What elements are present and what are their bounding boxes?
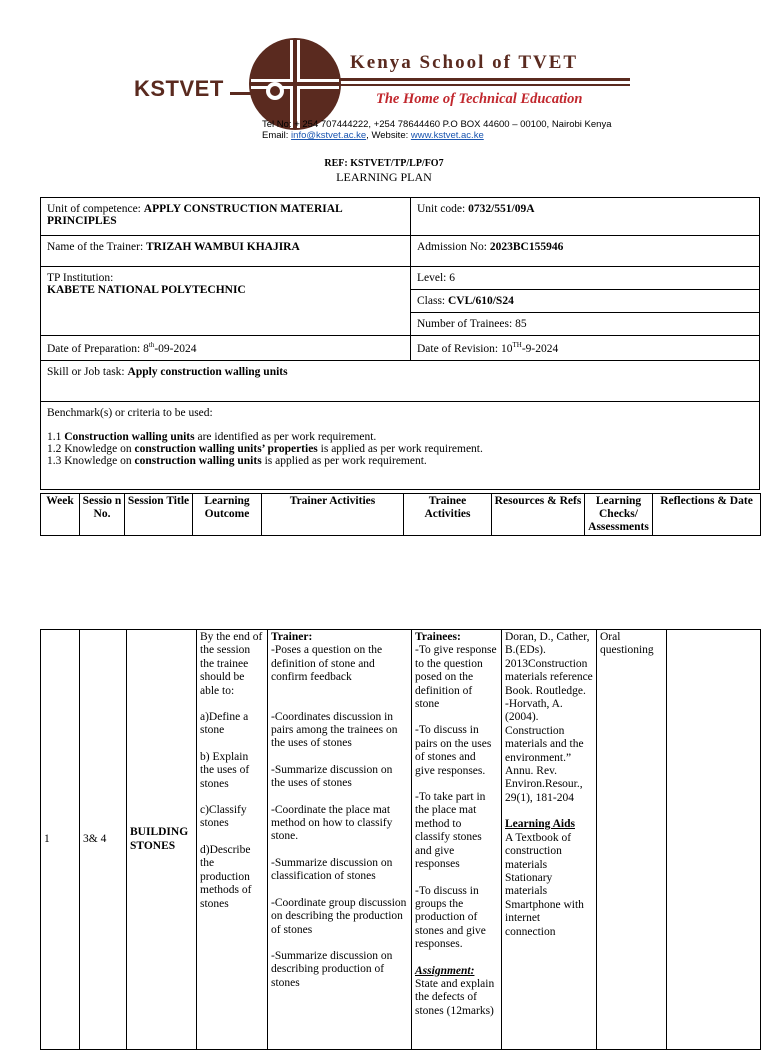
unit-cell: Unit of competence: APPLY CONSTRUCTION MATERIAL PRINCIPLES <box>41 198 411 236</box>
col-week: Week <box>41 494 80 536</box>
col-session-title: Session Title <box>125 494 193 536</box>
col-reflections: Reflections & Date <box>653 494 761 536</box>
resources-cell: Doran, D., Cather, B.(EDs). 2013Construction materials reference Book. Routledge. -Horvath, A. (2004). Construction materials and the environment.” Annu. Rev. Environ.Resour., 29(1), 181-204 Learning Aids A Textbook of construction materials Stationary materials Smartphone with internet connection <box>502 630 597 1050</box>
col-trainer-activities: Trainer Activities <box>262 494 404 536</box>
admission-cell: Admission No: 2023BC155946 <box>411 236 760 267</box>
institution-cell: TP Institution: KABETE NATIONAL POLYTECHNIC <box>41 267 411 336</box>
org-name: Kenya School of TVET <box>350 52 579 73</box>
info-table <box>40 197 760 490</box>
benchmark-label: Benchmark(s) or criteria to be used: <box>47 406 213 419</box>
page-title: LEARNING PLAN <box>336 170 432 184</box>
plan-body-table <box>40 629 761 1050</box>
criterion-3: 1.3 Knowledge on construction walling units is applied as per work requirement. <box>47 454 427 467</box>
admission-value: 2023BC155946 <box>489 241 564 253</box>
skill-cell: Skill or Job task: Apply construction walling units <box>41 360 760 401</box>
contact-line: Tel No: + 254 707444222, +254 78644460 P.O BOX 44600 – 00100, Nairobi Kenya <box>262 119 612 130</box>
trainees-cell: Number of Trainees: 85 <box>411 313 760 336</box>
motto: The Home of Technical Education <box>376 91 583 107</box>
col-trainee-activities: Trainee Activities <box>404 494 492 536</box>
website-link[interactable]: www.kstvet.ac.ke <box>410 130 484 141</box>
criterion-2: 1.2 Knowledge on construction walling units’ properties is applied as per work requirement. <box>47 442 483 455</box>
skill-value: Apply construction walling units <box>127 365 288 378</box>
email-link[interactable]: info@kstvet.ac.ke <box>291 130 367 141</box>
col-learning-outcome: Learning Outcome <box>193 494 262 536</box>
outcome-cell: By the end of the session the trainee should be able to: a)Define a stone b) Explain the uses of stones c)Classify stones d)Describe the production methods of stones <box>197 630 268 1050</box>
col-session-no: Sessio n No. <box>80 494 125 536</box>
trainer-cell: Name of the Trainer: TRIZAH WAMBUI KHAJIRA <box>41 236 411 267</box>
learning-checks-cell: Oral questioning <box>597 630 667 1050</box>
session-title-cell: BUILDING STONES <box>127 630 197 1050</box>
reference-number: REF: KSTVET/TP/LP/FO7 <box>324 158 444 169</box>
trainee-activities-cell: Trainees: -To give response to the question posed on the definition of stone -To discuss in pairs on the uses of stones and give responses. -To take part in the place mat method to classify stones and give responses -To discuss in groups the production of stones and give responses. Assignment: State and explain the defects of stones (12marks) <box>412 630 502 1050</box>
week-cell: 1 <box>41 630 80 1050</box>
prep-date-cell: Date of Preparation: 8th-09-2024 <box>41 336 411 361</box>
trainer-activities-cell: Trainer: -Poses a question on the definition of stone and confirm feedback -Coordinates discussion in pairs among the trainees on the uses of stones -Summarize discussion on the uses of stones -Coordinate the place mat method on how to classify stone. -Summarize discussion on classification of stones -Coordinate group discussion on describing the production of stones -Summarize discussion on describing production of stones <box>268 630 412 1050</box>
email-label: Email: <box>262 130 292 141</box>
revision-date-cell: Date of Revision: 10TH-9-2024 <box>411 336 760 361</box>
benchmark-cell <box>41 401 760 489</box>
assignment-heading: Assignment: <box>415 964 475 977</box>
website-label: , Website: <box>366 130 411 141</box>
trainer-name: TRIZAH WAMBUI KHAJIRA <box>146 241 300 253</box>
contact-block <box>262 119 612 141</box>
class-cell: Class: CVL/610/S24 <box>411 290 760 313</box>
institution-value: KABETE NATIONAL POLYTECHNIC <box>47 284 246 296</box>
col-resources: Resources & Refs <box>492 494 585 536</box>
unit-value: APPLY CONSTRUCTION MATERIAL PRINCIPLES <box>47 203 343 227</box>
logo-text: KSTVET <box>134 76 224 101</box>
session-cell: 3& 4 <box>80 630 127 1050</box>
class-value: CVL/610/S24 <box>448 295 514 307</box>
plan-header-table <box>40 493 761 536</box>
level-value: 6 <box>449 272 455 284</box>
criterion-1: 1.1 Construction walling units are identified as per work requirement. <box>47 430 377 443</box>
assignment-text: State and explain the defects of stones (12marks) <box>415 977 495 1017</box>
unit-code-cell: Unit code: 0732/551/09A <box>411 198 760 236</box>
level-cell: Level: 6 <box>411 267 760 290</box>
unit-code-value: 0732/551/09A <box>468 203 535 215</box>
trainees-value: 85 <box>515 318 527 330</box>
reflections-cell <box>667 630 761 1050</box>
col-learning-checks: Learning Checks/ Assessments <box>585 494 653 536</box>
learning-aids-heading: Learning Aids <box>505 818 575 831</box>
